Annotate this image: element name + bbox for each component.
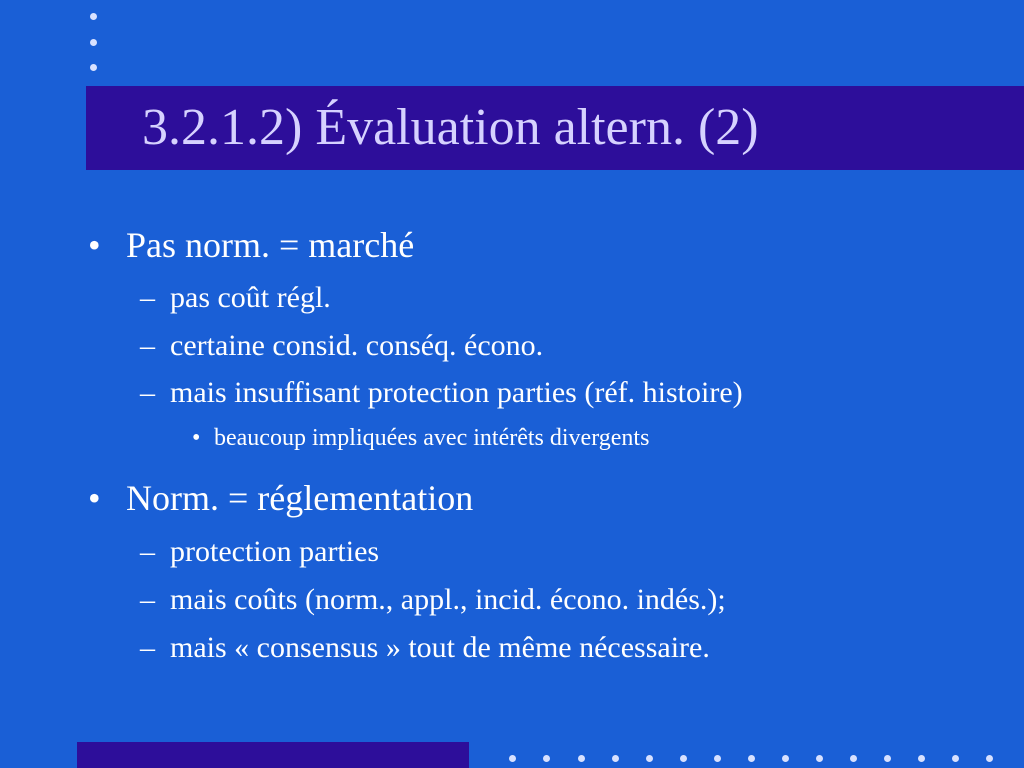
dash-marker: – xyxy=(140,376,155,409)
decorative-dot xyxy=(578,755,585,762)
sub-bullet-item xyxy=(140,583,726,617)
sub-bullet-item xyxy=(140,376,743,410)
dash-marker: – xyxy=(140,535,155,568)
decorative-dot xyxy=(612,755,619,762)
decorative-dot xyxy=(986,755,993,762)
bullet-marker: • xyxy=(88,225,101,265)
decorative-dot xyxy=(884,755,891,762)
dash-marker: – xyxy=(140,281,155,314)
sub-bullet-item xyxy=(140,329,543,363)
decorative-dot xyxy=(918,755,925,762)
decorative-dot xyxy=(748,755,755,762)
bullet-marker: • xyxy=(88,478,101,518)
decorative-dot xyxy=(816,755,823,762)
decorative-dot xyxy=(952,755,959,762)
sub-bullet-text: mais insuffisant protection parties (réf. histoire) xyxy=(170,376,743,409)
decorative-dot xyxy=(782,755,789,762)
sub-bullet-text: pas coût régl. xyxy=(170,281,331,314)
sub-bullet-text: certaine consid. conséq. écono. xyxy=(170,329,544,362)
bullet-text: Pas norm. = marché xyxy=(126,225,415,265)
dash-marker: – xyxy=(140,329,155,362)
sub-bullet-text: mais « consensus » tout de même nécessaire. xyxy=(170,631,710,664)
dash-marker: – xyxy=(140,631,155,664)
sub-bullet-text: protection parties xyxy=(170,535,380,568)
sub-sub-bullet-item xyxy=(192,424,649,452)
decorative-dot xyxy=(714,755,721,762)
slide-title: 3.2.1.2) Évaluation altern. (2) xyxy=(142,99,759,156)
sub-bullet-item xyxy=(140,535,379,569)
decorative-dot xyxy=(646,755,653,762)
sub-bullet-item xyxy=(140,281,331,315)
bullet-item xyxy=(88,225,414,265)
dash-marker: – xyxy=(140,583,155,616)
sub-bullet-text: mais coûts (norm., appl., incid. écono. indés.); xyxy=(170,583,726,616)
bullet-marker: • xyxy=(192,425,201,451)
sub-bullet-item xyxy=(140,631,710,665)
bottom-band xyxy=(77,742,469,768)
decorative-dot xyxy=(680,755,687,762)
sub-sub-bullet-text: beaucoup impliquées avec intérêts divergents xyxy=(214,425,650,451)
decorative-dot xyxy=(543,755,550,762)
bullet-text: Norm. = réglementation xyxy=(126,478,474,518)
decorative-dot xyxy=(509,755,516,762)
decorative-dot xyxy=(850,755,857,762)
bullet-item xyxy=(88,478,473,518)
